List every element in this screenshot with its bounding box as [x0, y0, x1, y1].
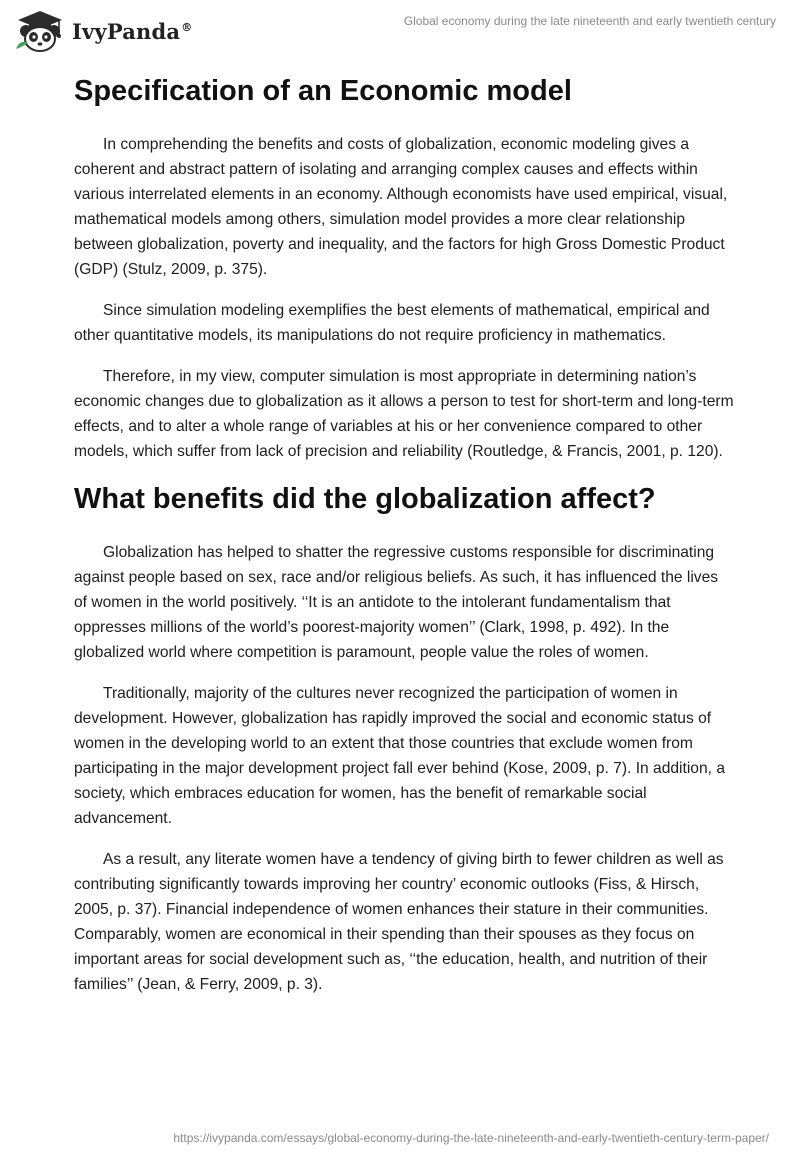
page-header — [0, 0, 800, 60]
paragraph: As a result, any literate women have a tendency of giving birth to fewer children as well as contributing significantly towards improving her country’ economic outlooks (Fiss, & Hirsch, 2005, p. 37). Financial independence of women enhances their stature in their communities. Comparably, women are economical in their spending than their spouses as they focus on important areas for social development such as, ‘‘the education, health, and nutrition of their families’’ (Jean, & Ferry, 2009, p. 3). — [74, 851, 724, 993]
paragraph: In comprehending the benefits and costs of globalization, economic modeling gives a coherent and abstract pattern of isolating and arranging complex causes and effects within various interrelated elements in an economy. Although economists have used empirical, visual, mathematical models among others, simulation model provides a more clear relationship between globalization, poverty and inequality, and the factors for high Gross Domestic Product (GDP) (Stulz, 2009, p. 375). — [74, 136, 728, 278]
brand-logo[interactable] — [14, 9, 192, 53]
section-heading: Specification of an Economic model — [74, 75, 572, 107]
paragraph: Since simulation modeling exemplifies the best elements of mathematical, empirical and other quantitative models, its manipulations do not require proficiency in mathematics. — [74, 302, 710, 344]
article-body — [74, 72, 734, 1013]
running-title: Global economy during the late nineteenth and early twentieth century — [403, 14, 776, 28]
section-heading: What benefits did the globalization affect? — [74, 483, 656, 515]
source-url[interactable]: https://ivypanda.com/essays/global-economy-during-the-late-nineteenth-and-early-twentieth-century-term-paper/ — [173, 1131, 769, 1145]
paragraph: Traditionally, majority of the cultures never recognized the participation of women in development. However, globalization has rapidly improved the social and economic status of women in the developing world to an extent that those countries that exclude women from participating in the major development project fall ever behind (Kose, 2009, p. 7). In addition, a society, which embraces education for women, has the benefit of remarkable social advancement. — [74, 685, 725, 827]
brand-name: IvyPanda® — [72, 18, 193, 44]
panda-graduate-icon — [14, 9, 66, 53]
paragraph: Globalization has helped to shatter the regressive customs responsible for discriminating against people based on sex, race and/or religious beliefs. As such, it has influenced the lives of women in the world positively. ‘‘It is an antidote to the intolerant fundamentalism that oppresses millions of the world’s poorest-majority women’’ (Clark, 1998, p. 492). In the globalized world where competition is paramount, people value the roles of women. — [74, 544, 719, 661]
paragraph: Therefore, in my view, computer simulation is most appropriate in determining nation’s economic changes due to globalization as it allows a person to test for short-term and long-term effects, and to alter a whole range of variables at his or her convenience compared to other models, which suffer from lack of precision and reliability (Routledge, & Francis, 2001, p. 120). — [74, 368, 734, 460]
